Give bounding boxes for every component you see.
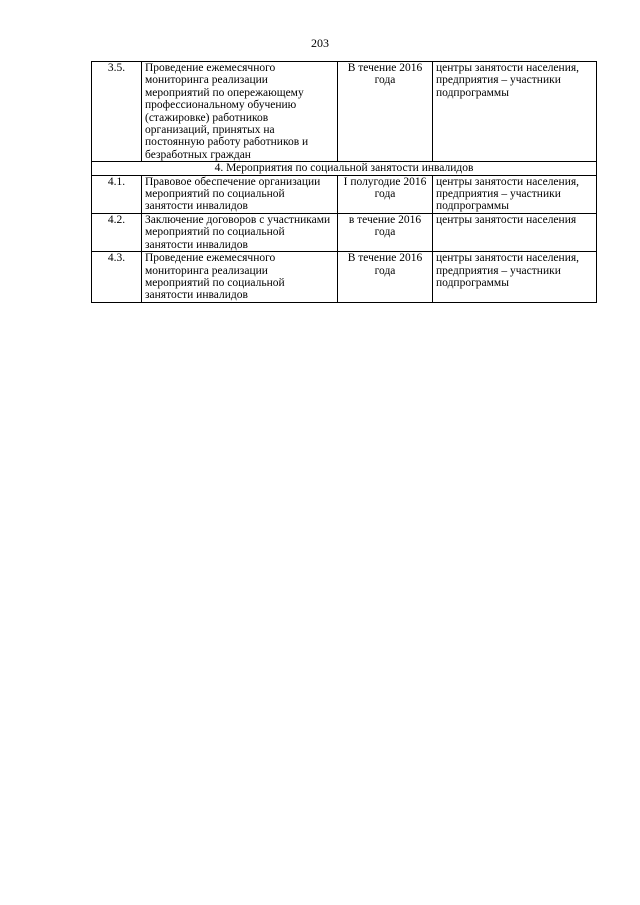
item-executor: центры занятости населения [433,213,597,251]
item-number: 4.3. [92,252,142,303]
table-row [92,252,597,303]
page-number: 203 [311,36,329,50]
item-number: 4.1. [92,175,142,213]
item-name: Правовое обеспечение организации мероприятий по социальной занятости инвалидов [142,175,338,213]
item-number: 4.2. [92,213,142,251]
item-executor: центры занятости населения, предприятия – участники подпрограммы [433,175,597,213]
item-term: В течение 2016 года [338,252,433,303]
section-title: 4. Мероприятия по социальной занятости инвалидов [92,162,597,175]
item-name: Заключение договоров с участниками мероприятий по социальной занятости инвалидов [142,213,338,251]
item-executor: центры занятости населения, предприятия – участники подпрограммы [433,252,597,303]
table-row [92,62,597,162]
item-name: Проведение ежемесячного мониторинга реализации мероприятий по социальной занятости инвалидов [142,252,338,303]
item-term: В течение 2016 года [338,62,433,162]
item-name: Проведение ежемесячного мониторинга реализации мероприятий по опережающему профессиональному обучению (стажировке) работников организаций, принятых на постоянную работу работников и безработных граждан [142,62,338,162]
section-row [92,162,597,175]
item-term: I полугодие 2016 года [338,175,433,213]
measures-table [91,61,597,303]
table-row [92,175,597,213]
item-term: в течение 2016 года [338,213,433,251]
item-executor: центры занятости населения, предприятия – участники подпрограммы [433,62,597,162]
table-row [92,213,597,251]
item-number: 3.5. [92,62,142,162]
